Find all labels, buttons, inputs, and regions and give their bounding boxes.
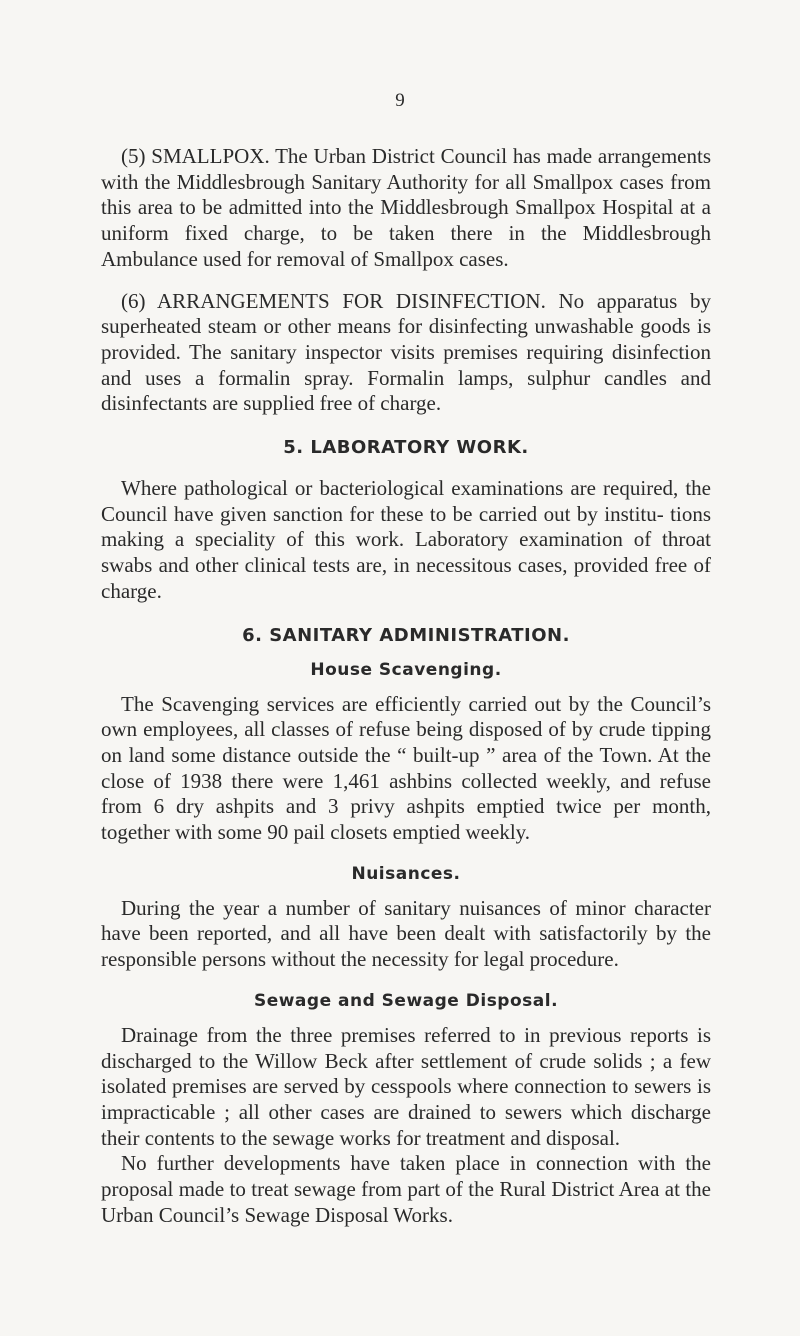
document-body bbox=[101, 144, 711, 1229]
heading-sanitary-administration: 6. SANITARY ADMINISTRATION. bbox=[242, 624, 570, 646]
heading-house-scavenging: House Scavenging. bbox=[310, 659, 502, 680]
paragraph-scavenging: The Scavenging services are efficiently carried out by the Council’s own employees, all classes of refuse being disposed of by crude tipping on land some distance outside the “ built-up ” area of the Town. At the close of 1938 there were 1,461 ashbins collected weekly, and refuse from 6 dry ashpits and 3 privy ashpits emptied twice per month, together with some 90 pail closets emptied weekly. bbox=[101, 691, 711, 845]
paragraph-smallpox: (5) SMALLPOX. The Urban District Council has made arrangements with the Middlesbrough Sanitary Authority for all Smallpox cases from this area to be admitted into the Middlesbrough Smallpox Hospital at a uniform fixed charge, to be taken there in the Middlesbrough Ambulance used for removal of Smallpox cases. bbox=[101, 144, 711, 271]
paragraph-disinfection: (6) ARRANGEMENTS FOR DISINFECTION. No apparatus by superheated steam or other means for disinfecting unwashable goods is provided. The sanitary inspector visits premises requiring disinfection and uses a formalin spray. Formalin lamps, sulphur candles and disinfectants are supplied free of charge. bbox=[101, 288, 711, 416]
heading-sewage-disposal: Sewage and Sewage Disposal. bbox=[253, 990, 559, 1011]
paragraph-laboratory: Where pathological or bacteriological examinations are required, the Council have given sanction for these to be carried out by institu- tions making a speciality of this work. Laboratory examination of throat swabs and other clinical tests are, in necessitous cases, provided free of charge. bbox=[101, 476, 711, 603]
heading-nuisances: Nuisances. bbox=[351, 863, 461, 884]
paragraph-sewage-developments: No further developments have taken place in connection with the proposal made to treat sewage from part of the Rural District Area at the Urban Council’s Sewage Disposal Works. bbox=[101, 1151, 711, 1227]
heading-laboratory-work: 5. LABORATORY WORK. bbox=[283, 437, 529, 459]
paragraph-nuisances: During the year a number of sanitary nuisances of minor character have been reported, and all have been dealt with satisfactorily by the responsible persons without the necessity for legal procedure. bbox=[101, 895, 711, 972]
page-number: 9 bbox=[395, 90, 405, 111]
paragraph-sewage-drainage: Drainage from the three premises referred to in previous reports is discharged to the Willow Beck after settlement of crude solids ; a few isolated premises are served by cesspools where connection to sewers is impracticable ; all other cases are drained to sewers which discharge their contents to the sewage works for treatment and disposal. bbox=[101, 1022, 711, 1150]
